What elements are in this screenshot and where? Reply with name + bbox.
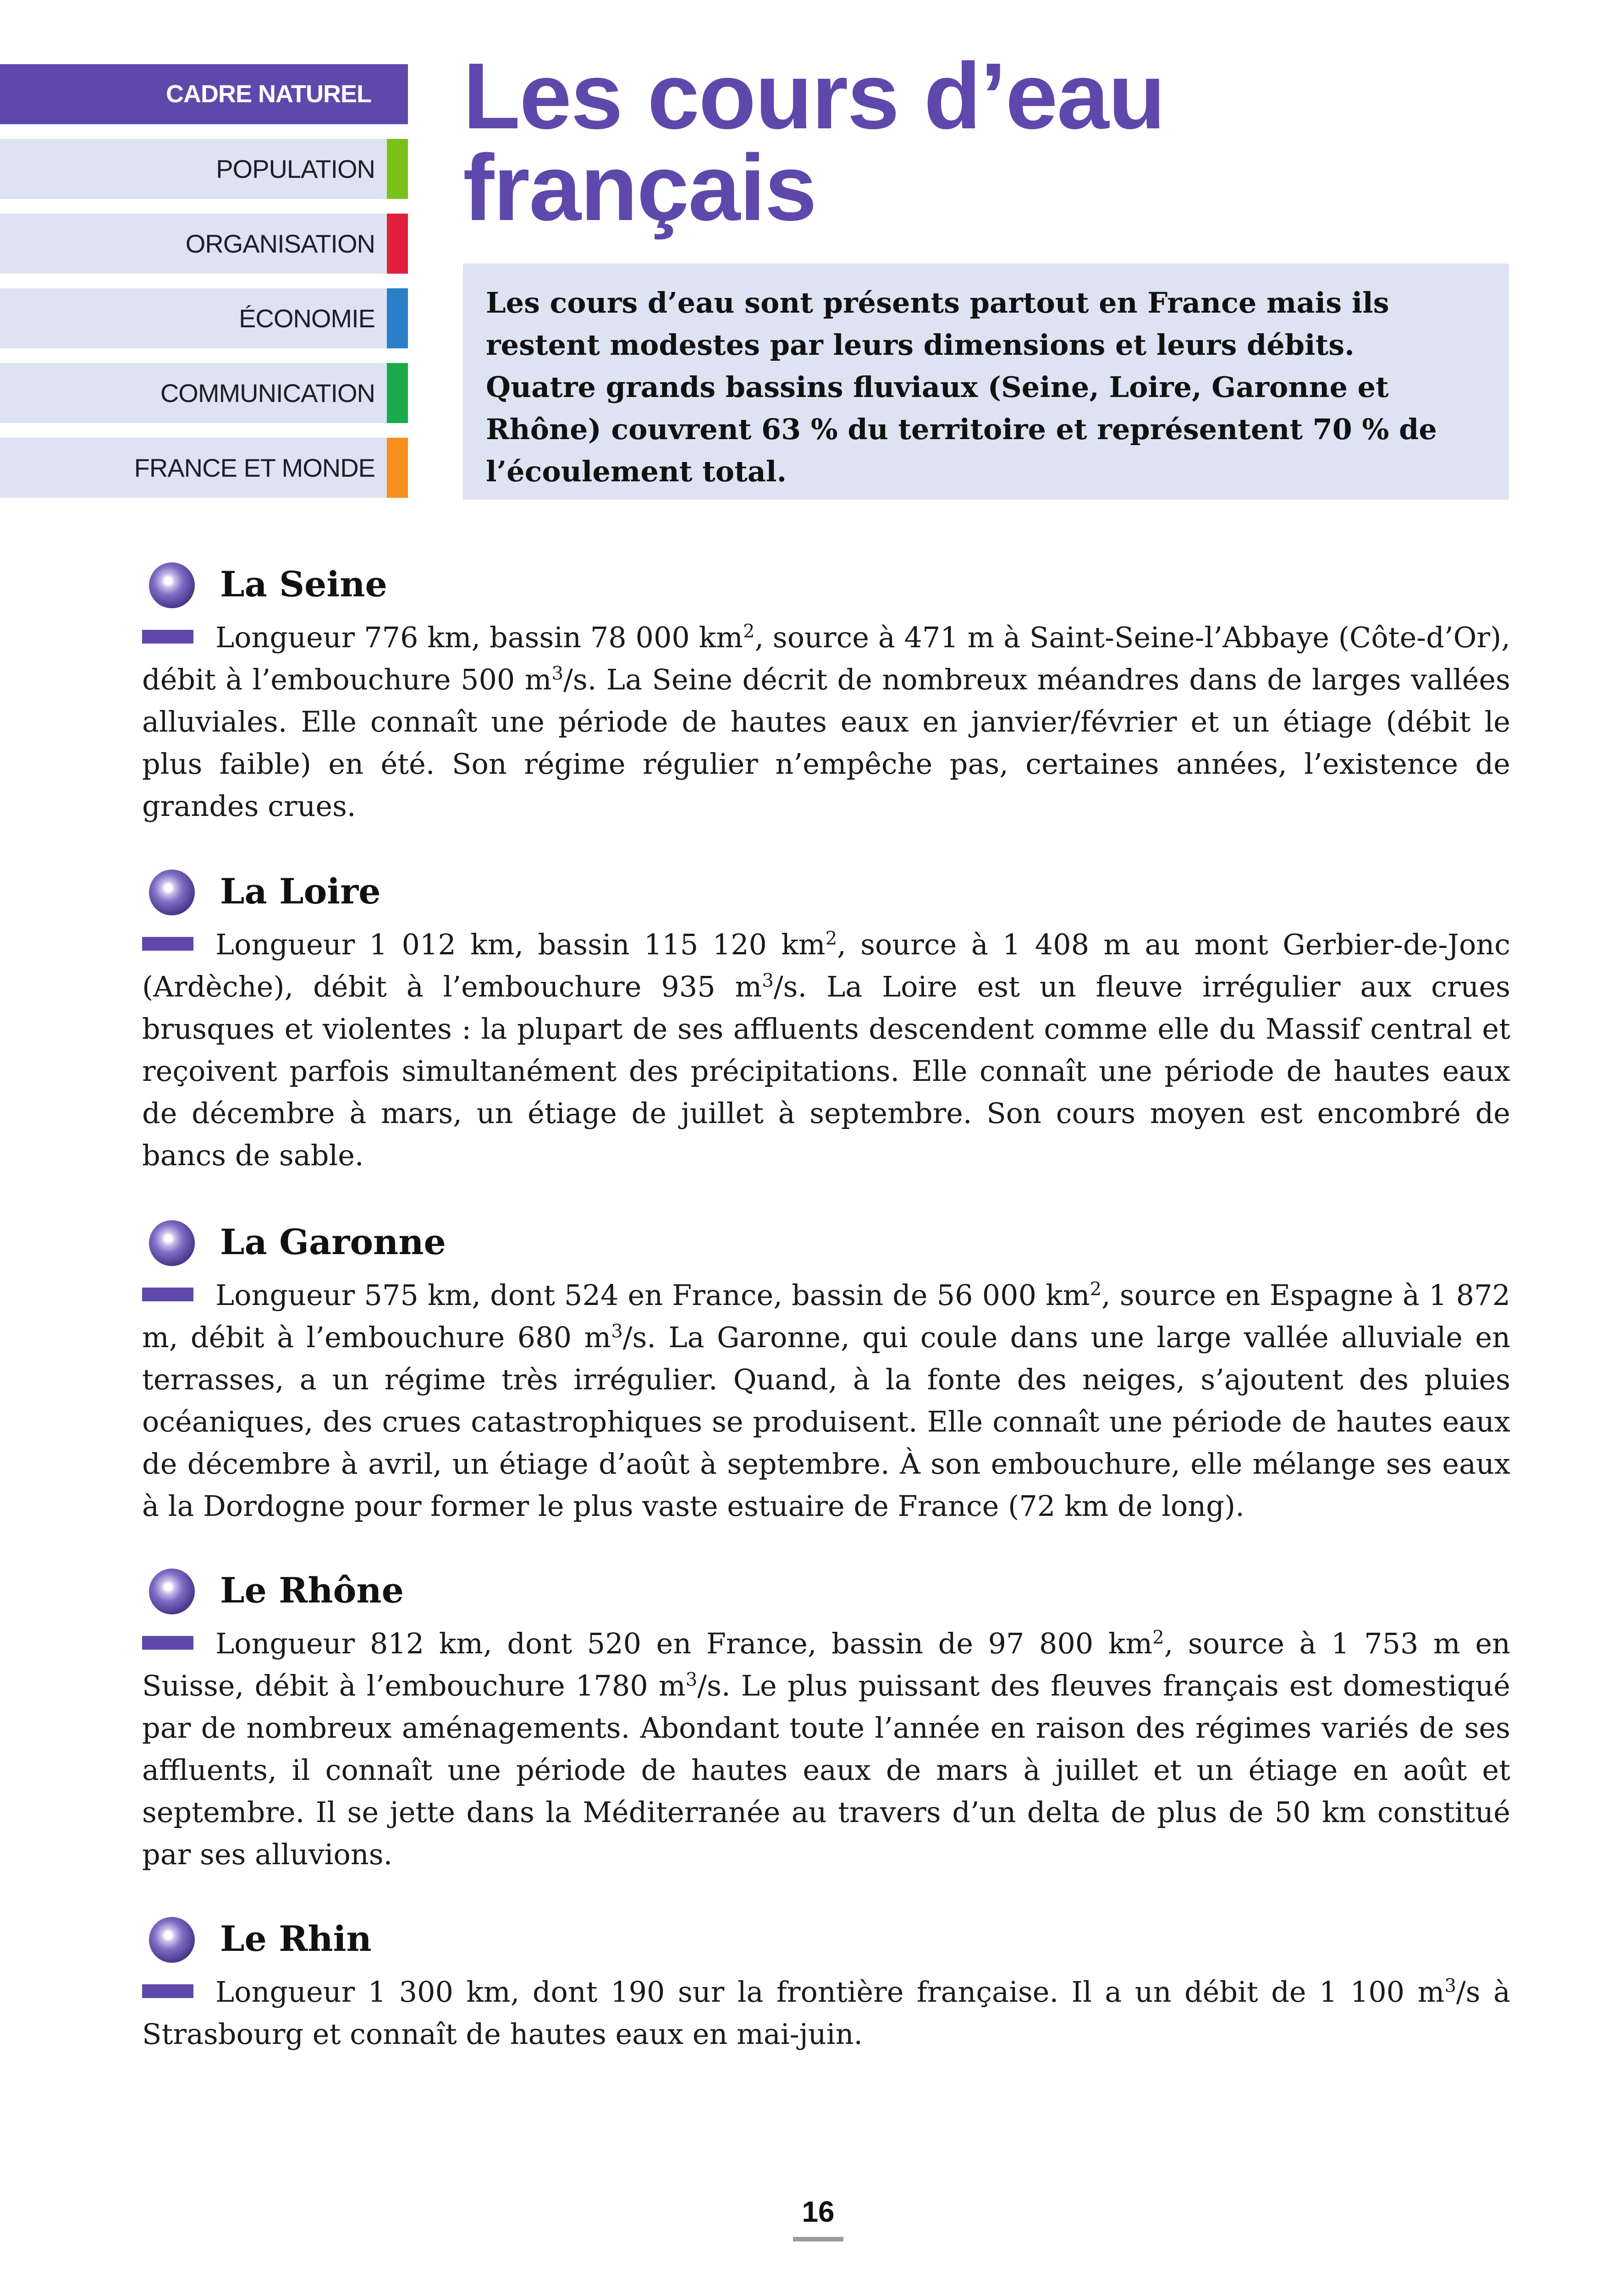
section-heading-text: Le Rhin xyxy=(220,1918,372,1959)
section-heading-text: La Seine xyxy=(220,564,387,605)
page-title-line2: français xyxy=(463,135,816,240)
dash-marker-icon xyxy=(142,937,193,951)
nav-item-economie[interactable] xyxy=(0,288,408,348)
nav-item-label: ÉCONOMIE xyxy=(239,304,375,333)
body-text: /s. La Loire est un fleuve irrégulier aux crues brusques et violentes : la plupart de ses affluents descendent comme elle du Massif central et reçoivent parfois simultanément des précipitations. Elle connaît une période de hautes eaux de décembre à mars, un étiage de juillet à septembre. Son cours moyen est encombré de bancs de sable. xyxy=(142,970,1510,1172)
nav-item-label: FRANCE ET MONDE xyxy=(134,453,375,482)
section-heading xyxy=(142,864,1510,919)
section-heading-text: Le Rhône xyxy=(220,1570,404,1611)
sphere-bullet-icon xyxy=(149,562,195,608)
nav-item-label: COMMUNICATION xyxy=(160,379,375,407)
nav-color-bar xyxy=(387,438,408,498)
section-body xyxy=(142,924,1510,1177)
superscript: 2 xyxy=(825,928,837,949)
section-heading xyxy=(142,557,1510,612)
nav-color-bar xyxy=(387,288,408,348)
section-loire xyxy=(142,864,1510,1177)
body-text: Longueur 575 km, dont 524 en France, bassin de 56 000 km xyxy=(215,1278,1090,1312)
page-number-underline xyxy=(793,2237,843,2241)
nav-item-organisation[interactable] xyxy=(0,214,408,274)
section-body xyxy=(142,1971,1510,2055)
body-text: , source à 471 m à Saint-Seine-l’Abbaye (Côte-d’Or), débit à l’embouchure 500 m xyxy=(142,621,1510,696)
superscript: 3 xyxy=(611,1321,623,1342)
nav-item-label: POPULATION xyxy=(216,154,375,183)
body-text: , source en Espagne à 1 872 m, débit à l’embouchure 680 m xyxy=(142,1278,1510,1354)
nav-color-bar xyxy=(387,214,408,274)
superscript: 3 xyxy=(685,1669,698,1690)
dash-marker-icon xyxy=(142,1636,193,1650)
superscript: 2 xyxy=(1152,1627,1164,1648)
intro-paragraph-1: Les cours d’eau sont présents partout en France mais ils restent modestes par leurs dimensions et leurs débits. xyxy=(486,286,1389,362)
body-text: , source à 1 753 m en Suisse, débit à l’embouchure 1780 m xyxy=(142,1627,1510,1702)
superscript: 3 xyxy=(762,970,774,991)
section-heading-text: La Loire xyxy=(220,871,381,912)
page-title xyxy=(463,44,1563,240)
page-number: 16 xyxy=(802,2195,835,2228)
intro-paragraph-2: Quatre grands bassins fluviaux (Seine, Loire, Garonne et Rhône) couvrent 63 % du territoire et représentent 70 % de l’écoulement total. xyxy=(486,370,1437,488)
section-heading xyxy=(142,1911,1510,1966)
section-heading xyxy=(142,1563,1510,1618)
nav-item-france-et-monde[interactable] xyxy=(0,438,408,498)
nav-item-cadre-naturel[interactable] xyxy=(0,64,408,124)
body-text: Longueur 776 km, bassin 78 000 km xyxy=(215,621,743,654)
sphere-bullet-icon xyxy=(149,1220,195,1266)
section-body xyxy=(142,1274,1510,1527)
sphere-bullet-icon xyxy=(149,870,195,915)
body-text: Longueur 812 km, dont 520 en France, bassin de 97 800 km xyxy=(215,1627,1153,1660)
intro-box xyxy=(463,264,1509,500)
body-text: Longueur 1 300 km, dont 190 sur la frontière française. Il a un débit de 1 100 m xyxy=(215,1975,1445,2009)
nav-color-bar xyxy=(387,363,408,423)
superscript: 2 xyxy=(1090,1278,1102,1300)
section-heading-text: La Garonne xyxy=(220,1222,446,1262)
section-body xyxy=(142,617,1510,827)
superscript: 2 xyxy=(743,621,755,642)
nav-item-communication[interactable] xyxy=(0,363,408,423)
section-body xyxy=(142,1623,1510,1876)
body-text: /s. La Garonne, qui coule dans une large vallée alluviale en terrasses, a un régime très irrégulier. Quand, à la fonte des neiges, s’ajoutent des pluies océaniques, des crues catastrophiques se produisent. Elle connaît une période de hautes eaux de décembre à avril, un étiage d’août à septembre. À son embouchure, elle mélange ses eaux à la Dordogne pour former le plus vaste estuaire de France (72 km de long). xyxy=(142,1321,1511,1523)
body-text: /s. La Seine décrit de nombreux méandres dans de larges vallées alluviales. Elle connaît une période de hautes eaux en janvier/février et un étiage (débit le plus faible) en été. Son régime régulier n’empêche pas, certaines années, l’existence de grandes crues. xyxy=(142,663,1511,823)
body-text: , source à 1 408 m au mont Gerbier-de-Jonc (Ardèche), débit à l’embouchure 935 m xyxy=(142,928,1511,1003)
nav-color-bar xyxy=(387,139,408,199)
section-rhin xyxy=(142,1911,1510,2055)
nav-item-label: CADRE NATUREL xyxy=(166,80,371,108)
superscript: 3 xyxy=(551,663,564,684)
nav-item-label: ORGANISATION xyxy=(185,229,375,258)
sphere-bullet-icon xyxy=(149,1569,195,1614)
nav-item-population[interactable] xyxy=(0,139,408,199)
section-rhone xyxy=(142,1563,1510,1876)
section-heading xyxy=(142,1215,1510,1270)
body-text: /s à Strasbourg et connaît de hautes eaux en mai-juin. xyxy=(142,1975,1510,2051)
body-text: Longueur 1 012 km, bassin 115 120 km xyxy=(215,928,826,961)
dash-marker-icon xyxy=(142,1288,193,1301)
dash-marker-icon xyxy=(142,630,193,644)
section-nav xyxy=(0,64,408,512)
section-garonne xyxy=(142,1215,1510,1527)
page-title-line1: Les cours d’eau xyxy=(463,44,1165,149)
sphere-bullet-icon xyxy=(149,1917,195,1963)
section-seine xyxy=(142,557,1510,827)
superscript: 3 xyxy=(1444,1975,1456,1997)
body-text: /s. Le plus puissant des fleuves français est domestiqué par de nombreux aménagements. Abondant toute l’année en raison des régimes variés de ses affluents, il connaît une période de hautes eaux de mars à juillet et un étiage en août et septembre. Il se jette dans la Méditerranée au travers d’un delta de plus de 50 km constitué par ses alluvions. xyxy=(142,1669,1510,1871)
dash-marker-icon xyxy=(142,1984,193,1998)
